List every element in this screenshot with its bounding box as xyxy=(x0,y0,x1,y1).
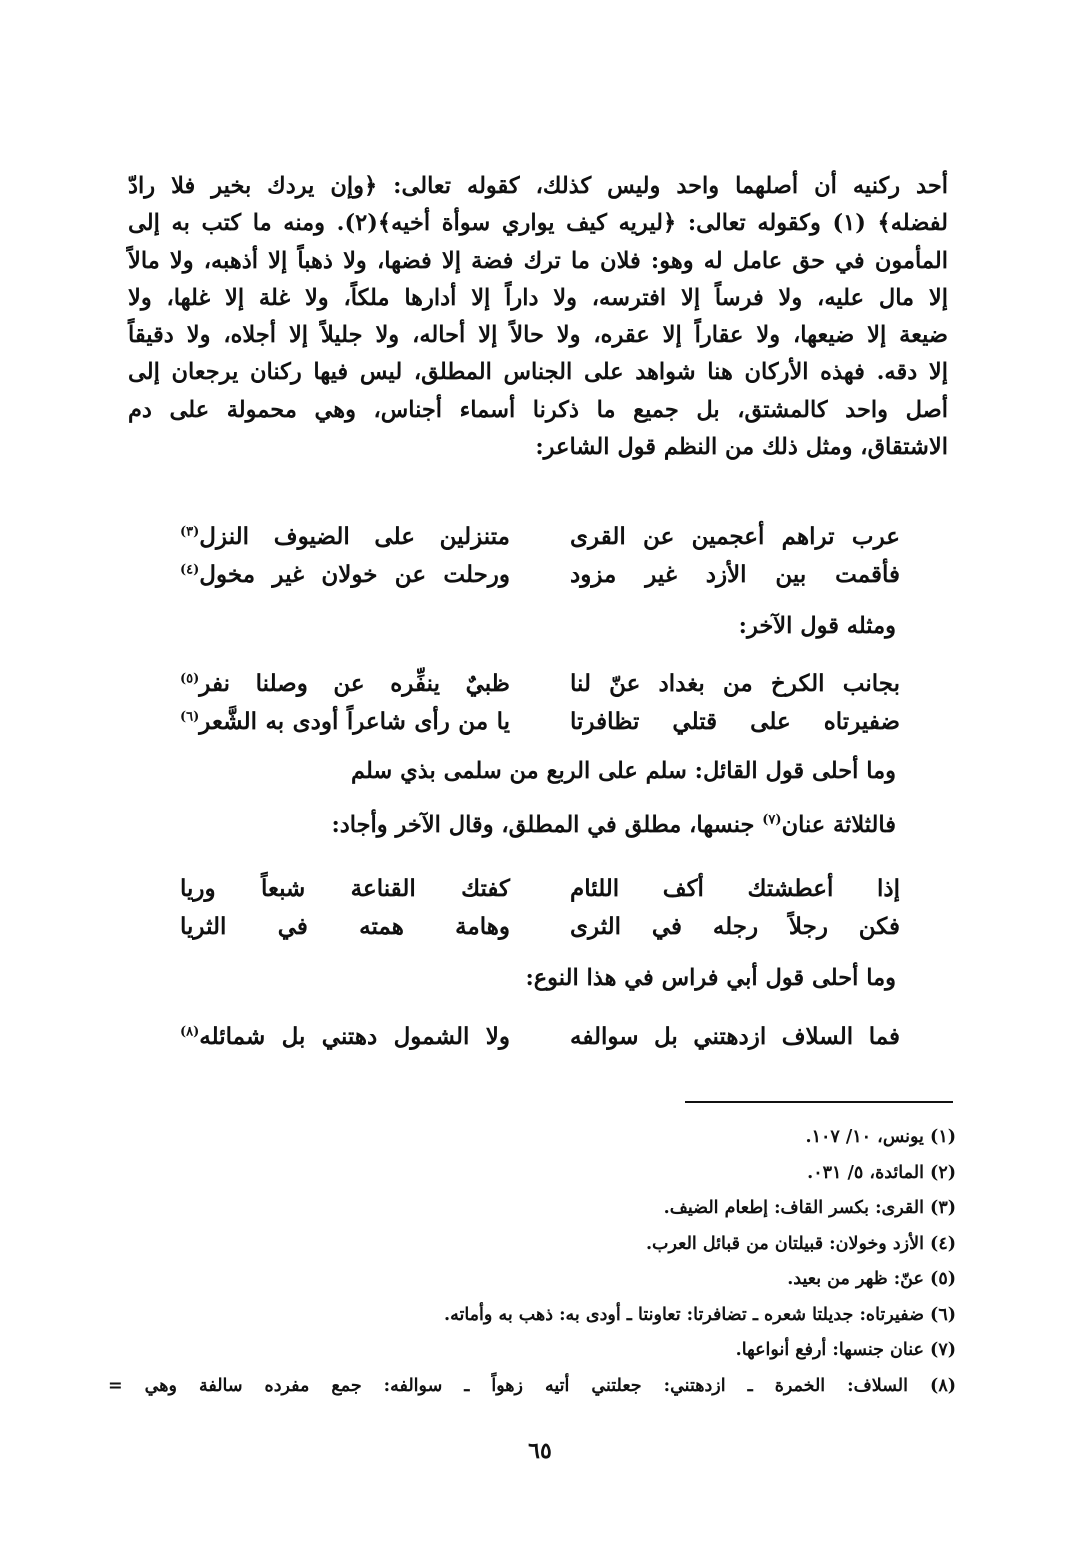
verse-group-4 xyxy=(180,1018,900,1056)
verse-second-hemistich xyxy=(180,1018,510,1056)
verse-line xyxy=(180,518,900,556)
verse-second-hemistich: كفتك القناعة شبعاً وريا xyxy=(180,875,510,902)
verse-first-hemistich: فما السلاف ازدهتني بل سوالفه xyxy=(570,1023,900,1050)
body-line: إلا مال عليه، ولا فرساً إلا افترسه، ولا داراً إلا أدارها ملكاً، ولا غلة إلا غلها، ولا xyxy=(128,284,948,311)
verse-second-hemistich xyxy=(180,665,510,703)
verse-line xyxy=(180,1018,900,1056)
footnote: (٢) المائدة، ٥/ ٠٣١. xyxy=(807,1162,956,1183)
body-line: أحد ركنيه أن أصلهما واحد وليس كذلك، كقوله تعالى: ﴿وإن يردك بخير فلا رادّ xyxy=(128,173,948,199)
footnote-ref: (٨) xyxy=(180,1024,200,1040)
verse-group-1 xyxy=(180,518,900,594)
verse-second-hemistich: وهامة همته في الثريا xyxy=(180,913,510,940)
body-line: لفضله﴾ (١) وكقوله تعالى: ﴿ليريه كيف يواري سوأة أخيه﴾(٢). ومنه ما كتب به إلى xyxy=(128,210,948,237)
verse-line xyxy=(180,703,900,741)
verse-line xyxy=(180,665,900,703)
prose-line xyxy=(331,812,896,838)
verse-first-hemistich: بجانب الكرخ من بغداد عنّ لنا xyxy=(570,670,900,697)
footnote: (٦) ضفيرتاه: جديلتا شعره ـ تضافرتا: تعاونتا ـ أودى به: ذهب به وأماته. xyxy=(443,1304,956,1325)
verse-second-hemistich xyxy=(180,703,510,741)
footnote-ref: (٥) xyxy=(180,671,200,687)
verse-group-2 xyxy=(180,665,900,741)
prose-text: جنسها، مطلق في المطلق، وقال الآخر وأجاد: xyxy=(331,812,763,838)
footnotes xyxy=(108,1120,956,1404)
verse-line xyxy=(180,556,900,594)
verse-first-hemistich: إذا أعطشتك أكف اللئام xyxy=(570,875,900,902)
hemistich-text: ورحلت عن خولان غير مخول xyxy=(199,561,510,588)
body-paragraph xyxy=(128,168,948,466)
hemistich-text: متنزلين على الضيوف النزل xyxy=(199,523,510,550)
prose-line: ومثله قول الآخر: xyxy=(738,613,896,639)
footnote-separator xyxy=(685,1101,953,1103)
verse-second-hemistich xyxy=(180,518,510,556)
verse-line xyxy=(180,870,900,908)
body-line: ضيعة إلا ضيعها، ولا عقاراً إلا عقره، ولا حالاً إلا أحاله، ولا جليلاً إلا أجلاه، ولا دقيقاً xyxy=(128,322,948,349)
footnote-ref: (٦) xyxy=(180,709,200,725)
footnote: (١) يونس، ١٠/ ١٠٧. xyxy=(805,1127,956,1147)
prose-text: فالثلاثة عنان xyxy=(781,812,896,838)
body-line: إلا دقه. فهذه الأركان هنا شواهد على الجناس المطلق، ليس فيها ركنان يرجعان إلى xyxy=(128,359,948,386)
page-number: ٦٥ xyxy=(528,1438,552,1464)
body-line: الاشتقاق، ومثل ذلك من النظم قول الشاعر: xyxy=(535,434,948,461)
footnote: (٤) الأزد وخولان: قبيلتان من قبائل العرب. xyxy=(645,1233,956,1254)
verse-second-hemistich xyxy=(180,556,510,594)
verse-first-hemistich: فكن رجلاً رجله في الثرى xyxy=(570,913,900,940)
body-line: أصل واحد كالمشتق، بل جميع ما ذكرنا أسماء أجناس، وهي محمولة على دم xyxy=(128,396,948,423)
footnote: (٧) عنان جنسها: أرفع أنواعها. xyxy=(735,1340,956,1360)
verse-group-3 xyxy=(180,870,900,946)
prose-line: وما أحلى قول أبي فراس في هذا النوع: xyxy=(525,965,896,991)
footnote: (٣) القرى: بكسر القاف: إطعام الضيف. xyxy=(663,1198,956,1218)
verse-first-hemistich: ضفيرتاه على قتلي تظافرتا xyxy=(570,708,900,735)
verse-first-hemistich: فأقمت بين الأزد غير مزود xyxy=(570,561,900,588)
verse-line xyxy=(180,908,900,946)
footnote-ref: (٤) xyxy=(180,562,200,578)
body-line: المأمون في حق عامل له وهو: فلان ما ترك فضة إلا فضها، ولا ذهباً إلا أذهبه، ولا مالاً xyxy=(128,247,949,274)
footnote-ref: (٣) xyxy=(180,524,200,540)
hemistich-text: يا من رأى شاعراً أودى به الشَّعر xyxy=(199,708,510,735)
hemistich-text: ولا الشمول دهتني بل شمائله xyxy=(199,1023,510,1050)
footnote-ref: (٧) xyxy=(762,812,782,828)
footnote: (٥) عنّ: ظهر من بعيد. xyxy=(787,1269,956,1289)
footnote: (٨) السلاف: الخمرة ـ ازدهتني: جعلتني أتيه زهواً ـ سوالفه: جمع مفرده سالفة وهي = xyxy=(108,1375,956,1396)
verse-first-hemistich: عرب تراهم أعجمين عن القرى xyxy=(570,523,900,550)
hemistich-text: ظبيٌ ينفِّره عن وصلنا نفر xyxy=(199,670,510,697)
prose-line: وما أحلى قول القائل: سلم على الربع من سلمى بذي سلم xyxy=(350,758,896,784)
